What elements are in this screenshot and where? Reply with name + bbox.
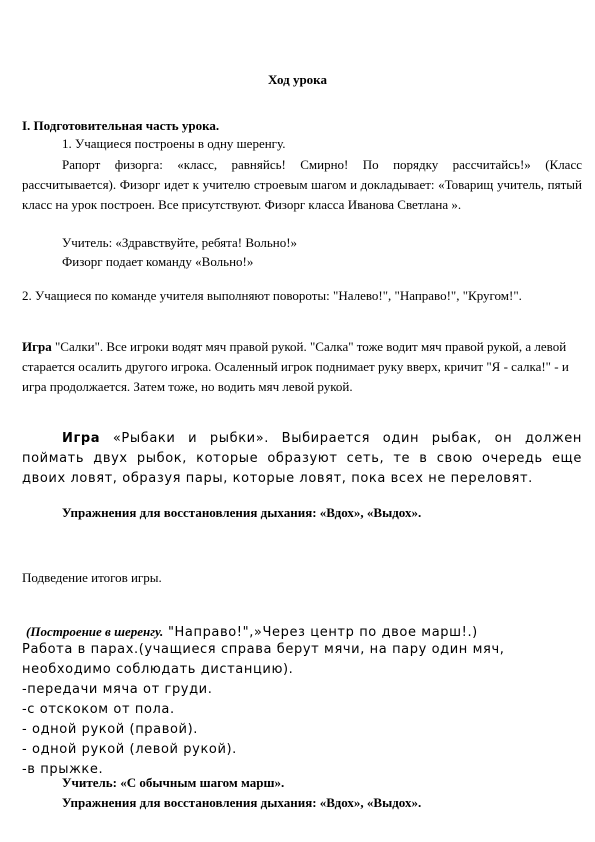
- item-2: 2. Учащиеся по команде учителя выполняют повороты: "Налево!", "Направо!", "Кругом!".: [22, 288, 522, 303]
- pairs-work: Работа в парах.(учащиеся справа берут мячи, на пару один мяч, необходимо соблюдать дистанцию).: [22, 642, 505, 677]
- formation-italic: (Построение в шеренгу.: [26, 624, 164, 639]
- page-title: Ход урока: [268, 72, 327, 87]
- list-item: - одной рукой (правой).: [22, 722, 198, 737]
- breathing-exercise-2: Упражнения для восстановления дыхания: «Вдох», «Выдох».: [62, 795, 422, 810]
- game-salki-paragraph: [22, 337, 582, 397]
- formation-commands: "Направо!",»Через центр по двое марш!.): [163, 625, 478, 640]
- game-label: Игра: [22, 339, 52, 354]
- teacher-march: Учитель: «С обычным шагом марш».: [62, 775, 285, 790]
- exercise-list: [22, 680, 582, 780]
- summary-line: Подведение итогов игры.: [22, 570, 162, 585]
- game-rybaki-paragraph: [22, 429, 582, 489]
- game-rybaki-text: «Рыбаки и рыбки». Выбирается один рыбак, он должен поймать двух рыбок, которые образуют сеть, те в свою очередь еще двоих ловят, образуя пары, которые ловят, пока всех не переловят.: [22, 431, 582, 486]
- list-item: -передачи мяча от груди.: [22, 682, 213, 697]
- report-paragraph: Рапорт физорга: «класс, равняйсь! Смирно! По порядку рассчитайсь!» (Класс рассчитывается). Физорг идет к учителю строевым шагом и докладывает: «Товарищ учитель, пятый класс на урок построен. Все присутствуют. Физорг класса Иванова Светлана ».: [22, 157, 582, 212]
- physorg-command: Физорг подает команду «Вольно!»: [62, 254, 254, 269]
- item-1: 1. Учащиеся построены в одну шеренгу.: [62, 136, 286, 151]
- game-salki-text: "Салки". Все игроки водят мяч правой рукой. "Салка" тоже водит мяч правой рукой, а левой старается осалить другого игрока. Осаленный игрок поднимает руку вверх, кричит "Я - салка!" - и игра продолжается. Затем тоже, но водить мяч левой рукой.: [22, 339, 569, 394]
- breathing-exercise-1: Упражнения для восстановления дыхания: «Вдох», «Выдох».: [62, 505, 422, 520]
- section-heading: I. Подготовительная часть урока.: [22, 118, 220, 133]
- list-item: - одной рукой (левой рукой).: [22, 742, 237, 757]
- game-label: Игра: [62, 431, 101, 446]
- teacher-greeting: Учитель: «Здравствуйте, ребята! Вольно!»: [62, 235, 298, 250]
- list-item: -с отскоком от пола.: [22, 702, 175, 717]
- list-item: -в прыжке.: [22, 762, 104, 777]
